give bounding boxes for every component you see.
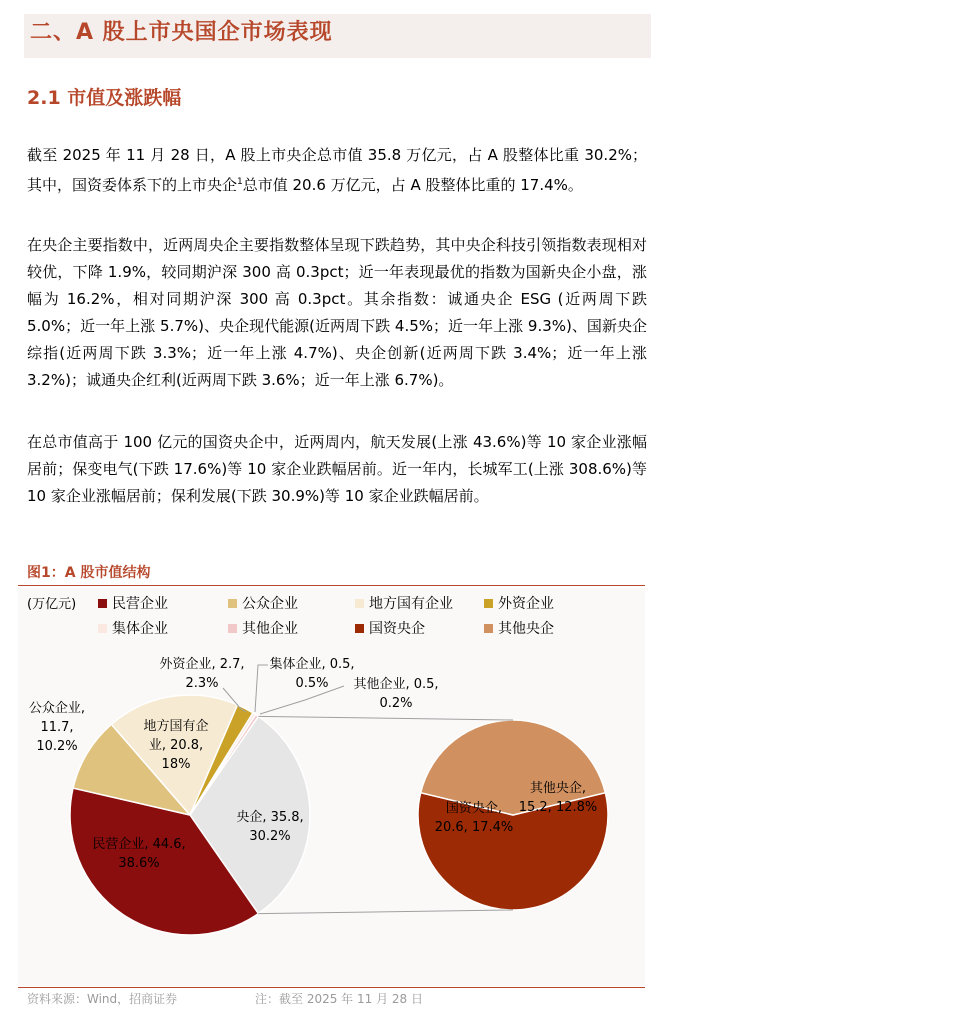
legend-swatch-7 — [355, 624, 364, 633]
legend-label-3: 地方国有企业 — [369, 596, 453, 612]
figure-title: 图1：A 股市值结构 — [27, 565, 151, 581]
legend-label-8: 其他央企 — [498, 621, 554, 637]
figure-note: 注：截至 2025 年 11 月 28 日 — [255, 992, 423, 1006]
label-sasac-soe: 国资央企, 20.6, 17.4% — [434, 801, 514, 835]
label-public-enterprise: 公众企业, 11.7, 10.2% — [28, 701, 86, 754]
paragraph-2: 在央企主要指数中，近两周央企主要指数整体呈现下跌趋势，其中央企科技引领指数表现相对较优，下降 1.9%，较同期沪深 300 高 0.3pct；近一年表现最优的指数为国新央企小盘，涨幅为 16.2%，相对同期沪深 300 高 0.3pct。其余指数：诚通央企 ESG (近两周下跌 5.0%；近一年上涨 5.7%)、央企现代能源(近两周下跌 4.5%；近一年上涨 9.3%)、国新央企综指(近两周下跌 3.3%；近一年上涨 4.7%)、央企创新(近两周下跌 3.4%；近一年上涨 3.2%)；诚通央企红利(近两周下跌 3.6%；近一年上涨 6.7%)。 — [27, 236, 647, 389]
section-title: 二、A 股上市央国企市场表现 — [30, 20, 333, 45]
legend-swatch-6 — [228, 624, 237, 633]
leader-collective — [255, 665, 268, 712]
legend-swatch-2 — [228, 599, 237, 608]
legend-swatch-1 — [98, 599, 107, 608]
subsection-title: 2.1 市值及涨跌幅 — [27, 87, 182, 109]
label-private-enterprise: 民营企业, 44.6, 38.6% — [92, 837, 186, 871]
connector-line-top — [258, 716, 513, 720]
label-foreign-enterprise: 外资企业, 2.7, 2.3% — [159, 657, 245, 691]
legend-label-6: 其他企业 — [242, 621, 298, 637]
paragraph-1-part-a: 截至 2025 年 11 月 28 日，A 股上市央企总市值 35.8 万亿元，占 A 股整体比重 30.2%；其中，国资委体系下的上市央企 — [27, 146, 647, 194]
legend-swatch-3 — [355, 599, 364, 608]
figure-source: 资料来源：Wind，招商证券 — [27, 992, 178, 1006]
label-central-enterprise: 央企, 35.8, 30.2% — [236, 810, 304, 844]
legend-label-1: 民营企业 — [112, 596, 168, 612]
label-collective-enterprise: 集体企业, 0.5, 0.5% — [269, 657, 355, 691]
legend-label-4: 外资企业 — [498, 596, 554, 612]
legend-swatch-5 — [98, 624, 107, 633]
paragraph-3: 在总市值高于 100 亿元的国资央企中，近两周内，航天发展(上涨 43.6%)等 10 家企业涨幅居前；保变电气(下跌 17.6%)等 10 家企业跌幅居前。近一年内，长城军工(上涨 308.6%)等 10 家企业涨幅居前；保利发展(下跌 30.9%)等 10 家企业跌幅居前。 — [27, 433, 647, 505]
label-other-enterprise: 其他企业, 0.5, 0.2% — [353, 677, 439, 711]
connector-line-bottom — [258, 910, 513, 914]
label-other-central-soe: 其他央企, 15.2, 12.8% — [518, 781, 598, 815]
paragraph-1-part-b: 总市值 20.6 万亿元，占 A 股整体比重的 17.4%。 — [242, 176, 583, 194]
chart-unit: (万亿元) — [27, 597, 77, 612]
legend-label-7: 国资央企 — [369, 621, 425, 637]
legend-label-2: 公众企业 — [242, 596, 298, 612]
label-local-soe: 地方国有企业, 20.8, 18% — [143, 719, 209, 772]
legend-swatch-4 — [484, 599, 493, 608]
legend-swatch-8 — [484, 624, 493, 633]
legend-label-5: 集体企业 — [112, 621, 168, 637]
footnote-marker[interactable]: 1 — [237, 177, 243, 187]
